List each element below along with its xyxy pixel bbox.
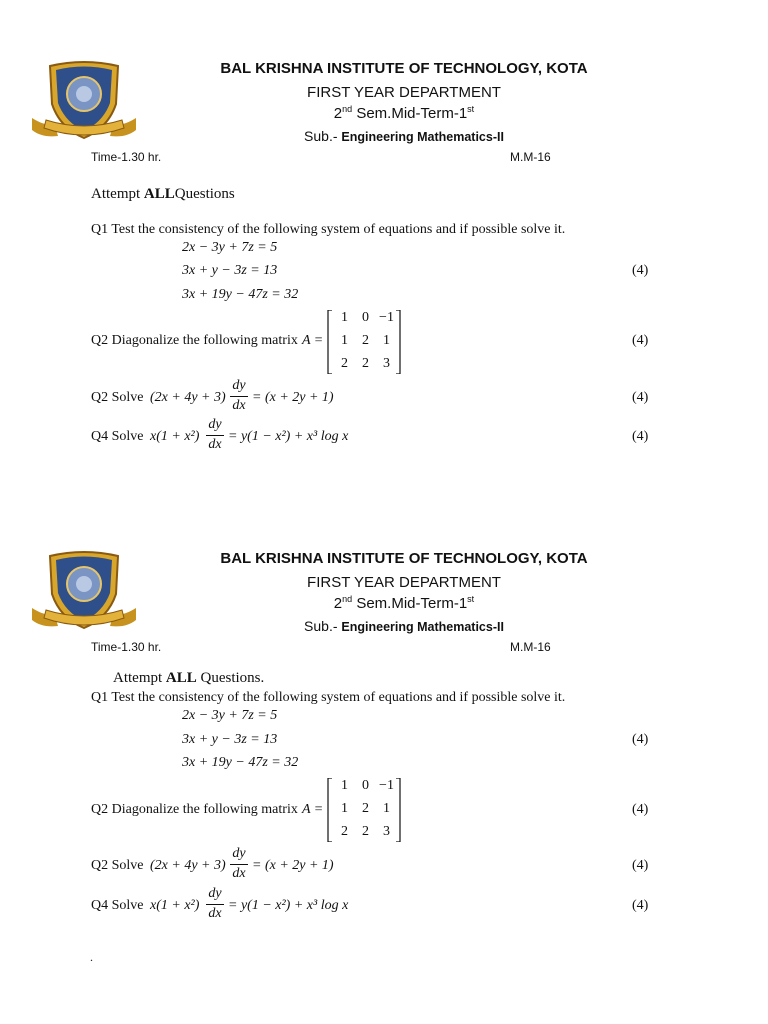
q2-marks: (4): [632, 802, 649, 817]
q2-text: Q2 Diagonalize the following matrix: [91, 333, 298, 348]
max-marks: M.M-16: [510, 150, 551, 164]
institute-name: BAL KRISHNA INSTITUTE OF TECHNOLOGY, KOTA: [220, 550, 588, 567]
subject-line: Sub.- Engineering Mathematics-II: [304, 128, 504, 144]
q1-equation-3: 3x + 19y − 47z = 32: [182, 755, 299, 770]
q3-text: Q2 Solve: [91, 858, 144, 873]
q3-numerator: dy: [232, 846, 246, 861]
q1-equation-2: 3x + y − 3z = 13: [182, 263, 278, 278]
q1-text: Q1 Test the consistency of the following system of equations and if possible solve it.: [91, 690, 566, 705]
subject-line: Sub.- Engineering Mathematics-II: [304, 618, 504, 634]
fraction-bar: [206, 904, 224, 905]
fraction-bar: [206, 435, 224, 436]
q3-numerator: dy: [232, 378, 246, 393]
q3-marks: (4): [632, 858, 649, 873]
q4-marks: (4): [632, 429, 649, 444]
q4-numerator: dy: [208, 886, 222, 901]
q3-denominator: dx: [232, 398, 246, 413]
semester-line: 2nd Sem.Mid-Term-1st: [333, 594, 475, 612]
q4-rhs: = y(1 − x²) + x³ log x: [228, 898, 349, 913]
q4-rhs: = y(1 − x²) + x³ log x: [228, 429, 349, 444]
q4-lhs: x(1 + x²): [150, 898, 200, 913]
matrix-row: 1 0 −1: [341, 778, 394, 793]
q1-equation-3: 3x + 19y − 47z = 32: [182, 287, 299, 302]
matrix-row: 1 2 1: [341, 801, 390, 816]
q1-text: Q1 Test the consistency of the following system of equations and if possible solve it.: [91, 222, 566, 237]
footer-dot: .: [90, 950, 93, 964]
q4-text: Q4 Solve: [91, 898, 144, 913]
q4-lhs: x(1 + x²): [150, 429, 200, 444]
matrix-row: 1 2 1: [341, 333, 390, 348]
q4-text: Q4 Solve: [91, 429, 144, 444]
exam-time: Time-1.30 hr.: [91, 640, 162, 654]
instructions: Attempt ALLQuestions: [91, 186, 235, 202]
department-name: FIRST YEAR DEPARTMENT: [307, 574, 501, 591]
q3-denominator: dx: [232, 866, 246, 881]
institute-name: BAL KRISHNA INSTITUTE OF TECHNOLOGY, KOTA: [220, 60, 588, 77]
max-marks: M.M-16: [510, 640, 551, 654]
q3-marks: (4): [632, 390, 649, 405]
q3-rhs: = (x + 2y + 1): [252, 858, 334, 873]
matrix-row: 1 0 −1: [341, 310, 394, 325]
question-paper-1: [0, 0, 768, 480]
q3-lhs: (2x + 4y + 3): [150, 390, 226, 405]
q2-text: Q2 Diagonalize the following matrix: [91, 802, 298, 817]
semester-line: 2nd Sem.Mid-Term-1st: [333, 104, 475, 122]
matrix-label: A =: [302, 333, 324, 348]
q4-denominator: dx: [208, 437, 222, 452]
q1-marks: (4): [632, 732, 649, 747]
q4-marks: (4): [632, 898, 649, 913]
q4-numerator: dy: [208, 417, 222, 432]
q1-marks: (4): [632, 263, 649, 278]
q3-rhs: = (x + 2y + 1): [252, 390, 334, 405]
q3-text: Q2 Solve: [91, 390, 144, 405]
q3-lhs: (2x + 4y + 3): [150, 858, 226, 873]
q1-equation-1: 2x − 3y + 7z = 5: [182, 708, 278, 723]
fraction-bar: [230, 864, 248, 865]
q1-equation-2: 3x + y − 3z = 13: [182, 732, 278, 747]
instructions: Attempt ALL Questions.: [113, 670, 265, 686]
matrix-row: 2 2 3: [341, 824, 390, 839]
matrix-row: 2 2 3: [341, 356, 390, 371]
q4-denominator: dx: [208, 906, 222, 921]
question-paper-2: [0, 490, 768, 970]
department-name: FIRST YEAR DEPARTMENT: [307, 84, 501, 101]
q2-marks: (4): [632, 333, 649, 348]
matrix-label: A =: [302, 802, 324, 817]
fraction-bar: [230, 396, 248, 397]
q1-equation-1: 2x − 3y + 7z = 5: [182, 240, 278, 255]
exam-time: Time-1.30 hr.: [91, 150, 162, 164]
